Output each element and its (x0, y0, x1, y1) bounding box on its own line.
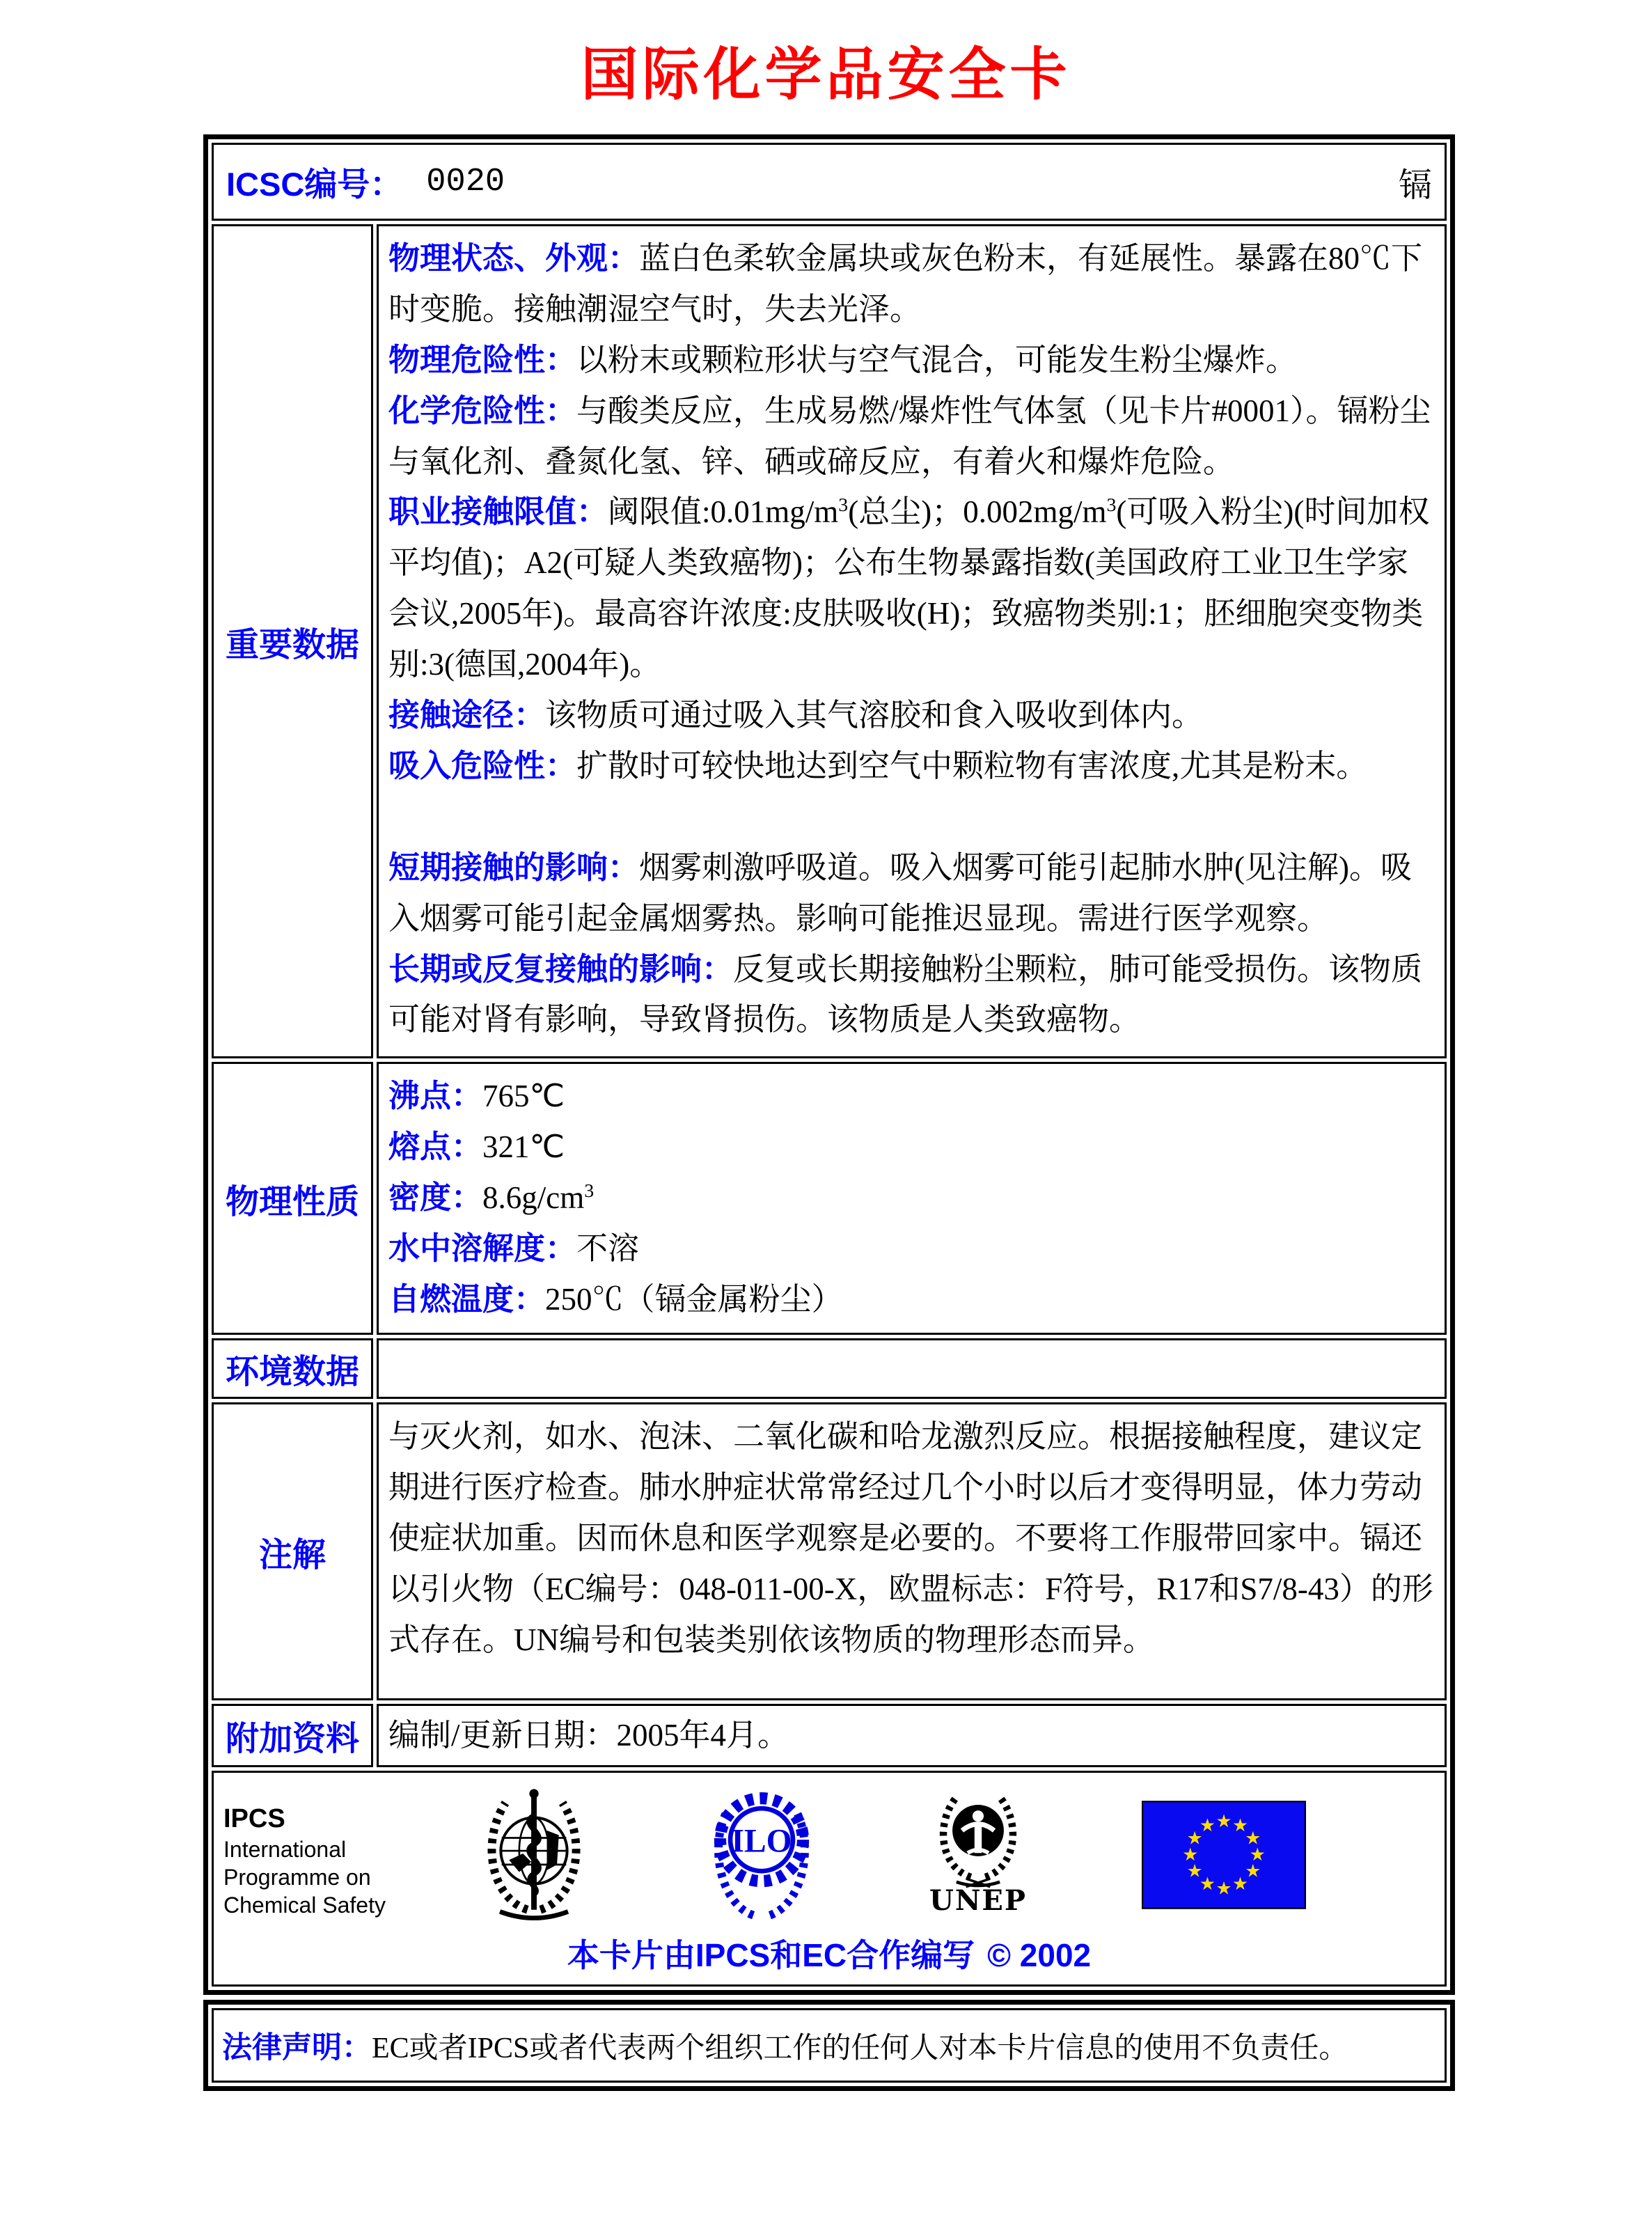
entry-text: 蓝白色柔软金属块或灰色粉末，有延展性。暴露在80℃下时变脆。接触潮湿空气时，失去光泽。 (388, 241, 1423, 327)
svg-text:★: ★ (1199, 1874, 1216, 1895)
page-title: 国际化学品安全卡 (581, 41, 1071, 108)
ipcs-text-block (223, 1803, 432, 1919)
svg-text:★: ★ (1245, 1828, 1261, 1849)
property-boiling-point (388, 1071, 1436, 1122)
ipcs-acronym: IPCS (223, 1804, 285, 1834)
svg-text:★: ★ (1216, 1811, 1232, 1833)
property-autoignition-temperature (388, 1274, 1436, 1325)
property-melting-point (388, 1122, 1436, 1173)
property-value: 765℃ (482, 1079, 565, 1113)
svg-text:★: ★ (1232, 1815, 1249, 1837)
entry-text: (总尘)；0.002mg/m (848, 494, 1107, 530)
property-label: 密度： (388, 1179, 483, 1215)
environmental-data-row (212, 1338, 1447, 1399)
who-logo-icon (474, 1784, 594, 1923)
caption-text: 本卡片由IPCS和EC合作编写 (567, 1937, 975, 1974)
svg-text:ILO: ILO (731, 1823, 792, 1860)
property-label: 沸点： (388, 1078, 483, 1113)
entry-exposure-routes (388, 690, 1436, 741)
entry-short-term-effects (388, 843, 1436, 944)
section-label-notes: 注解 (212, 1402, 373, 1700)
entry-long-term-effects (388, 944, 1436, 1046)
important-data-content (377, 224, 1447, 1058)
property-water-solubility (388, 1223, 1436, 1274)
blank-line (388, 792, 1436, 843)
ilo-logo-icon (702, 1784, 821, 1923)
entry-text: 阈限值:0.01mg/m (608, 494, 839, 530)
footer-caption (221, 1930, 1438, 1976)
svg-text:★: ★ (1216, 1878, 1232, 1900)
section-label-environmental-data: 环境数据 (212, 1338, 373, 1399)
additional-info-row (212, 1704, 1447, 1767)
property-value: 250℃（镉金属粉尘） (545, 1281, 843, 1317)
caption-copyright: © 2002 (987, 1937, 1092, 1974)
substance-name: 镉 (1398, 166, 1432, 204)
physical-properties-row (212, 1062, 1447, 1335)
icsc-number-value: 0020 (426, 163, 505, 201)
entry-text: 与酸类反应，生成易燃/爆炸性气体氢（见卡片#0001）。镉粉尘与氧化剂、叠氮化氢、锌、硒或碲反应，有着火和爆炸危险。 (388, 393, 1431, 479)
entry-text: 该物质可通过吸入其气溶胶和食入吸收到体内。 (545, 698, 1204, 733)
entry-label: 短期接触的影响： (388, 849, 640, 885)
entry-text: (可吸入粉尘)(时间加权平均值)；A2(可疑人类致癌物)；公布生物暴露指数(美国政府工业卫生学家会议,2005年)。最高容许浓度:皮肤吸收(H)；致癌物类别:1；胚细胞突变物类别:3(德国,2004年)。 (388, 494, 1430, 682)
header-row (212, 143, 1447, 221)
section-label-physical-properties: 物理性质 (212, 1062, 373, 1335)
legal-text: EC或者IPCS或者代表两个组织工作的任何人对本卡片信息的使用不负责任。 (372, 2033, 1348, 2065)
entry-text: 扩散时可较快地达到空气中颗粒物有害浓度,尤其是粉末。 (576, 748, 1368, 783)
property-density (388, 1173, 1436, 1223)
eu-flag-icon (1142, 1801, 1306, 1909)
notes-row (212, 1402, 1447, 1700)
svg-text:★: ★ (1199, 1815, 1216, 1837)
svg-text:★: ★ (1186, 1861, 1203, 1882)
entry-occupational-limits (388, 487, 1436, 690)
section-label-important-data: 重要数据 (212, 224, 373, 1058)
footer-cell (212, 1771, 1447, 1987)
notes-content: 与灭火剂，如水、泡沫、二氧化碳和哈龙激烈反应。根据接触程度，建议定期进行医疗检查。肺水肿症状常常经过几个小时以后才变得明显，体力劳动使症状加重。因而休息和医学观察是必要的。不要将工作服带回家中。镉还以引火物（EC编号：048-011-00-X，欧盟标志：F符号，R17和S7/8-43）的形式存在。UN编号和包装类别依该物质的物理形态而异。 (377, 1402, 1447, 1700)
entry-chemical-hazard (388, 386, 1436, 487)
card-body (203, 134, 1455, 2091)
entry-label: 吸入危险性： (388, 747, 577, 783)
legal-cell (212, 2008, 1447, 2083)
ipcs-line: Chemical Safety (223, 1892, 386, 1918)
unep-label: UNEP (929, 1884, 1027, 1918)
legal-label: 法律声明： (222, 2031, 372, 2065)
icsc-main-table (203, 134, 1455, 1995)
legal-notice-table (203, 2000, 1455, 2091)
footer-row (212, 1771, 1447, 1987)
additional-info-content: 编制/更新日期：2005年4月。 (377, 1704, 1447, 1767)
logos-row (221, 1784, 1438, 1923)
entry-text: 以粉末或颗粒形状与空气混合，可能发生粉尘爆炸。 (576, 342, 1298, 377)
entry-text: 烟雾刺激呼吸道。吸入烟雾可能引起肺水肿(见注解)。吸入烟雾可能引起金属烟雾热。影响可能推迟显现。需进行医学观察。 (388, 849, 1412, 936)
entry-physical-hazard (388, 335, 1436, 386)
svg-text:★: ★ (1245, 1861, 1261, 1882)
svg-text:★: ★ (1249, 1845, 1266, 1866)
ipcs-line: International (223, 1836, 347, 1862)
entry-label: 物理状态、外观： (388, 240, 640, 276)
superscript: 3 (838, 494, 849, 517)
svg-text:★: ★ (1232, 1874, 1249, 1895)
unep-logo-icon (926, 1784, 1030, 1917)
svg-text:★: ★ (1186, 1828, 1203, 1849)
entry-inhalation-risk (388, 741, 1436, 792)
legal-row (212, 2008, 1447, 2083)
entry-label: 化学危险性： (388, 392, 577, 428)
superscript: 3 (584, 1180, 595, 1202)
entry-label: 物理危险性： (388, 341, 577, 377)
entry-text: 反复或长期接触粉尘颗粒，肺可能受损伤。该物质可能对肾有影响，导致肾损伤。该物质是人类致癌物。 (388, 951, 1423, 1037)
physical-properties-content (377, 1062, 1447, 1335)
property-label: 熔点： (388, 1128, 483, 1164)
important-data-row (212, 224, 1447, 1058)
header-cell (212, 143, 1447, 221)
property-value: 321℃ (482, 1129, 565, 1164)
entry-label: 职业接触限值： (388, 494, 608, 530)
property-value: 8.6g/cm (482, 1180, 585, 1215)
entry-label: 接触途径： (388, 697, 546, 733)
svg-text:★: ★ (1182, 1845, 1199, 1866)
ipcs-line: Programme on (223, 1864, 371, 1890)
property-label: 水中溶解度： (388, 1230, 577, 1266)
property-value: 不溶 (576, 1230, 640, 1266)
section-label-additional-info: 附加资料 (212, 1704, 373, 1767)
property-label: 自燃温度： (388, 1280, 546, 1317)
icsc-number-label: ICSC编号： (226, 165, 403, 203)
superscript: 3 (1106, 494, 1117, 517)
entry-label: 长期或反复接触的影响： (388, 950, 734, 987)
entry-physical-state (388, 233, 1436, 335)
environmental-data-content (377, 1338, 1447, 1399)
